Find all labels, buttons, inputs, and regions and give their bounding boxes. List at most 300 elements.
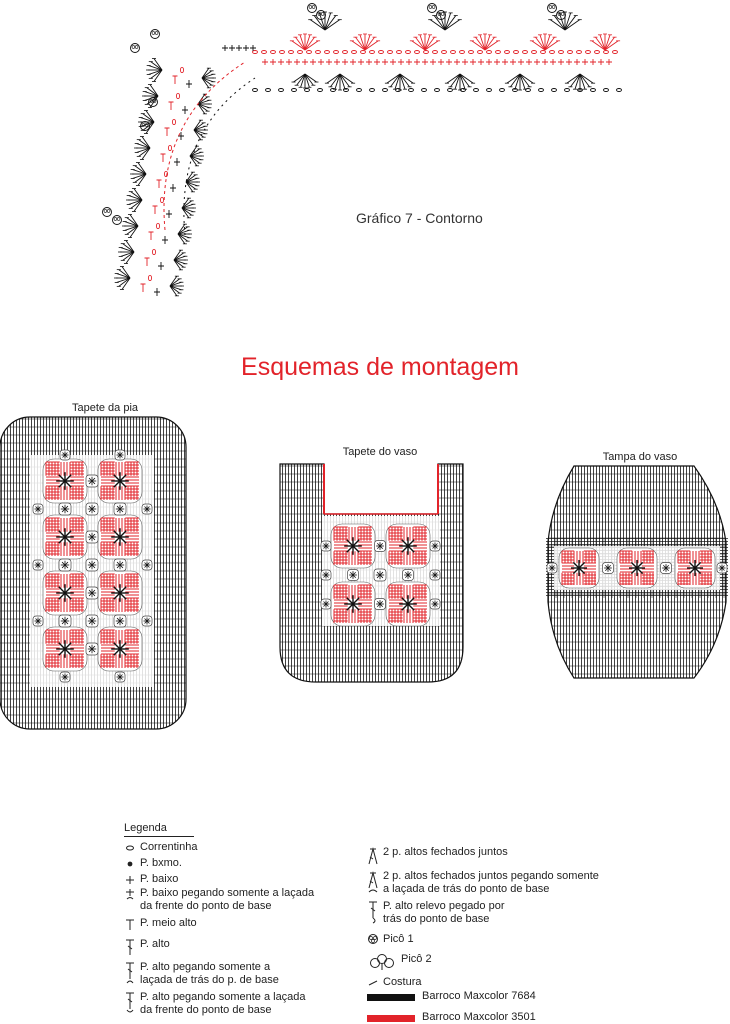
- single-crochet-stitch: [566, 59, 572, 65]
- fan-stitch: [314, 16, 325, 30]
- picot-1-icon: [367, 933, 379, 951]
- double-crochet-stitch: [173, 76, 178, 84]
- chain-stitch: [496, 51, 501, 54]
- chain-stitch: [505, 51, 510, 54]
- graph-title: Gráfico 7 - Contorno: [356, 210, 483, 226]
- fan-stitch: [485, 37, 495, 50]
- join-motif: [114, 503, 126, 515]
- fan-stitch: [605, 37, 615, 50]
- single-crochet-stitch: [222, 45, 228, 51]
- fan-stitch: [123, 252, 134, 260]
- single-crochet-stitch: [310, 59, 316, 65]
- legend-text: P. alto pegando somente a: [140, 961, 271, 973]
- chain-stitch: [487, 51, 492, 54]
- yarn-black-swatch: [367, 994, 415, 1001]
- single-crochet-stitch: [326, 59, 332, 65]
- yarn-red-swatch: [367, 1015, 415, 1022]
- single-crochet-stitch: [229, 45, 235, 51]
- yarn-black-label: Barroco Maxcolor 7684: [422, 990, 536, 1002]
- fan-stitch: [510, 74, 520, 87]
- chain-stitch: [568, 51, 573, 54]
- dc2tog-back-loop-icon: [367, 870, 379, 898]
- join-motif: [321, 570, 331, 580]
- fan-stitch: [127, 226, 138, 234]
- chain-stitch: [253, 89, 258, 92]
- chain-stitch: [474, 89, 479, 92]
- single-crochet-stitch: [438, 59, 444, 65]
- chain-stitch: [415, 51, 420, 54]
- join-motif: [115, 672, 125, 682]
- join-motif: [114, 615, 126, 627]
- single-crochet-stitch: [318, 59, 324, 65]
- fan-stitch: [554, 16, 565, 30]
- chain-stitch: [370, 89, 375, 92]
- chain-stitch: [352, 51, 357, 54]
- chain-stitch: [550, 51, 555, 54]
- legend-text: a laçada de trás do ponto de base: [383, 883, 550, 895]
- single-crochet-stitch: [243, 45, 249, 51]
- join-motif: [321, 599, 331, 609]
- tapete-pia-diagram: [0, 415, 190, 735]
- fan-stitch: [131, 192, 142, 200]
- fan-stitch: [295, 37, 305, 50]
- chain-stitch: [442, 51, 447, 54]
- chain-stitch: [325, 51, 330, 54]
- legend-text: Picô 1: [383, 933, 414, 945]
- legend-item-p-bxmo: [124, 857, 182, 874]
- chain-stitch: [262, 51, 267, 54]
- single-crochet-stitch: [494, 59, 500, 65]
- chain-icon: [124, 841, 136, 858]
- section-title: Esquemas de montagem: [241, 353, 519, 381]
- slip-stitch-icon: [124, 857, 136, 874]
- fan-stitch: [305, 37, 315, 50]
- legend-item-p-alto: [124, 938, 170, 960]
- single-crochet-stitch: [154, 288, 160, 296]
- single-crochet-stitch: [278, 59, 284, 65]
- granny-square-motif: [386, 582, 430, 626]
- fan-stitch: [415, 37, 425, 50]
- join-motif: [717, 563, 727, 573]
- chain-stitch: [334, 51, 339, 54]
- chain-stitch: [604, 51, 609, 54]
- chain-stitch: [370, 51, 375, 54]
- legend-text: P. alto: [140, 938, 170, 950]
- single-crochet-stitch: [502, 59, 508, 65]
- chain-stitch: [156, 223, 159, 228]
- chain-stitch: [478, 51, 483, 54]
- join-motif: [60, 450, 70, 460]
- chain-stitch: [397, 51, 402, 54]
- chain-stitch: [307, 51, 312, 54]
- chain-stitch: [424, 51, 429, 54]
- fan-stitch: [340, 74, 350, 87]
- fan-stitch: [131, 200, 142, 208]
- fan-stitch: [460, 74, 470, 87]
- single-crochet-stitch: [170, 184, 176, 192]
- back-post-double-crochet-icon: [367, 900, 379, 928]
- chain-stitch: [591, 89, 596, 92]
- chain-stitch: [552, 89, 557, 92]
- single-crochet-stitch: [454, 59, 460, 65]
- chain-stitch: [266, 89, 271, 92]
- fan-stitch: [325, 16, 336, 30]
- double-crochet-stitch: [145, 258, 150, 266]
- chain-stitch: [152, 249, 155, 254]
- picot-stitch: [113, 216, 122, 225]
- join-motif: [86, 503, 98, 515]
- single-crochet-stitch: [470, 59, 476, 65]
- single-crochet-stitch: [598, 59, 604, 65]
- join-motif: [142, 560, 152, 570]
- single-crochet-stitch: [606, 59, 612, 65]
- join-motif: [33, 616, 43, 626]
- panel-title-tampa-vaso: Tampa do vaso: [602, 451, 678, 463]
- fan-stitch: [430, 20, 445, 30]
- fan-stitch: [151, 70, 162, 78]
- chain-stitch: [289, 51, 294, 54]
- chain-stitch: [379, 51, 384, 54]
- picot-stitch: [428, 4, 437, 13]
- chain-stitch: [422, 89, 427, 92]
- dc2tog-icon: [367, 846, 379, 870]
- chain-stitch: [176, 93, 179, 98]
- granny-square-motif: [331, 582, 375, 626]
- fan-stitch: [565, 16, 576, 30]
- legend-item-p-alto-frente: [124, 991, 306, 1019]
- join-motif: [430, 599, 440, 609]
- granny-square-motif: [98, 571, 142, 615]
- single-crochet-stitch: [186, 80, 192, 88]
- legend-text: trás do ponto de base: [383, 913, 490, 925]
- join-motif: [375, 541, 386, 552]
- fan-stitch: [535, 37, 545, 50]
- double-crochet-stitch: [157, 180, 162, 188]
- fan-stitch: [139, 148, 150, 156]
- fan-stitch: [580, 74, 590, 87]
- double-crochet-stitch: [165, 128, 170, 136]
- chain-stitch: [172, 119, 175, 124]
- single-crochet-stitch: [294, 59, 300, 65]
- fan-stitch: [139, 140, 150, 148]
- single-crochet-stitch: [518, 59, 524, 65]
- chain-stitch: [271, 51, 276, 54]
- granny-square-motif: [98, 627, 142, 671]
- fan-stitch: [450, 74, 460, 87]
- single-crochet-stitch: [334, 59, 340, 65]
- chain-stitch: [500, 89, 505, 92]
- join-motif: [430, 541, 440, 551]
- chain-stitch: [539, 89, 544, 92]
- single-crochet-stitch: [162, 236, 168, 244]
- single-crochet-stitch: [558, 59, 564, 65]
- legend-text: P. baixo pegando somente a laçada: [140, 887, 315, 899]
- legend-text: da frente do ponto de base: [140, 1004, 272, 1016]
- single-crochet-stitch: [446, 59, 452, 65]
- double-crochet-back-loop-icon: [124, 961, 136, 989]
- granny-square-motif: [331, 524, 375, 568]
- join-motif: [603, 563, 614, 574]
- fan-stitch: [520, 74, 530, 87]
- granny-square-motif: [675, 548, 715, 588]
- contour-stitches: [103, 4, 622, 297]
- single-crochet-stitch: [358, 59, 364, 65]
- fan-stitch: [305, 74, 313, 85]
- fan-stitch: [595, 37, 605, 50]
- join-motif: [59, 503, 71, 515]
- picot-stitch: [151, 30, 160, 39]
- single-crochet-stitch: [406, 59, 412, 65]
- fan-stitch: [355, 37, 365, 50]
- single-crochet-stitch: [350, 59, 356, 65]
- join-motif: [86, 559, 98, 571]
- fan-stitch: [143, 114, 154, 122]
- chain-stitch: [448, 89, 453, 92]
- single-crochet-stitch: [526, 59, 532, 65]
- legend-title: Legenda: [124, 822, 194, 837]
- fan-stitch: [310, 20, 325, 30]
- chain-stitch: [433, 51, 438, 54]
- fan-stitch: [119, 278, 130, 286]
- granny-square-motif: [617, 548, 657, 588]
- legend-item-pico-2: [367, 953, 432, 975]
- single-crochet-stitch: [182, 106, 188, 114]
- single-crochet-stitch: [342, 59, 348, 65]
- fan-stitch: [365, 37, 375, 50]
- tapete-vaso-squares: [321, 516, 440, 626]
- fan-stitch: [545, 37, 555, 50]
- legend-item-p-baixo-frente: [124, 887, 314, 913]
- join-motif: [114, 559, 126, 571]
- legend-text: Correntinha: [140, 841, 198, 853]
- single-crochet-stitch: [398, 59, 404, 65]
- chain-stitch: [298, 51, 303, 54]
- corner-red-row: [164, 62, 245, 230]
- granny-square-motif: [43, 627, 87, 671]
- single-crochet-stitch: [262, 59, 268, 65]
- legend-item-p-meio-alto: [124, 917, 197, 935]
- half-double-crochet-icon: [124, 917, 136, 935]
- single-crochet-stitch: [462, 59, 468, 65]
- granny-square-motif: [43, 459, 87, 503]
- chain-stitch: [406, 51, 411, 54]
- chain-stitch: [435, 89, 440, 92]
- tampa-vaso-squares: [547, 546, 727, 590]
- legend-item-2-p-altos: [367, 846, 508, 870]
- single-crochet-stitch: [166, 210, 172, 218]
- chain-stitch: [343, 51, 348, 54]
- chain-stitch: [357, 89, 362, 92]
- chain-stitch: [292, 89, 297, 92]
- chain-stitch: [409, 89, 414, 92]
- chain-stitch: [148, 275, 151, 280]
- double-crochet-front-loop-icon: [124, 991, 136, 1019]
- join-motif: [86, 643, 98, 655]
- double-crochet-stitch: [141, 284, 146, 292]
- chain-stitch: [469, 51, 474, 54]
- granny-square-motif: [559, 548, 599, 588]
- chain-stitch: [577, 51, 582, 54]
- chain-stitch: [487, 89, 492, 92]
- legend-text: 2 p. altos fechados juntos: [383, 846, 508, 858]
- fan-stitch: [151, 62, 162, 70]
- legend-text: Picô 2: [401, 953, 432, 965]
- single-crochet-stitch: [590, 59, 596, 65]
- double-crochet-stitch: [161, 154, 166, 162]
- single-crochet-stitch: [390, 59, 396, 65]
- single-crochet-stitch: [486, 59, 492, 65]
- chain-stitch: [514, 51, 519, 54]
- single-crochet-stitch: [478, 59, 484, 65]
- picot-stitch: [308, 4, 317, 13]
- contour-chart: [95, 0, 635, 300]
- legend-item-p-alto-tras: [124, 961, 279, 989]
- join-motif: [403, 570, 414, 581]
- join-motif: [33, 560, 43, 570]
- fan-stitch: [135, 166, 146, 174]
- chain-stitch: [280, 51, 285, 54]
- chain-stitch: [559, 51, 564, 54]
- panel-title-tapete-pia: Tapete da pia: [71, 402, 139, 414]
- granny-square-motif: [98, 459, 142, 503]
- join-motif: [86, 531, 98, 543]
- legend-item-pico-1: [367, 933, 414, 951]
- chain-stitch: [595, 51, 600, 54]
- fan-stitch: [330, 74, 340, 87]
- fan-stitch: [445, 16, 456, 30]
- picot-stitch: [548, 4, 557, 13]
- single-crochet-stitch: [430, 59, 436, 65]
- fan-stitch: [565, 20, 580, 30]
- fan-stitch: [390, 74, 400, 87]
- chain-stitch: [168, 145, 171, 150]
- double-crochet-stitch: [169, 102, 174, 110]
- tapete-pia-squares: [30, 450, 154, 687]
- fan-stitch: [147, 88, 158, 96]
- legend-text: P. alto pegando somente a laçada: [140, 991, 306, 1003]
- join-motif: [115, 450, 125, 460]
- join-motif: [33, 504, 43, 514]
- tapete-vaso-diagram: [278, 462, 468, 687]
- fan-stitch: [425, 37, 435, 50]
- single-crochet-stitch: [550, 59, 556, 65]
- fan-stitch: [127, 218, 138, 226]
- join-motif: [142, 504, 152, 514]
- legend-text: Costura: [383, 976, 422, 988]
- single-crochet-stitch: [366, 59, 372, 65]
- chain-stitch: [160, 197, 163, 202]
- chain-stitch: [523, 51, 528, 54]
- chain-stitch: [604, 89, 609, 92]
- seam-icon: [367, 976, 379, 993]
- panel-title-tapete-vaso: Tapete do vaso: [342, 446, 418, 458]
- chain-stitch: [613, 51, 618, 54]
- chain-stitch: [383, 89, 388, 92]
- chain-stitch: [460, 51, 465, 54]
- join-motif: [86, 587, 98, 599]
- single-crochet-stitch: [582, 59, 588, 65]
- chain-stitch: [451, 51, 456, 54]
- legend-text: P. alto relevo pegado por: [383, 900, 505, 912]
- single-crochet-stitch: [302, 59, 308, 65]
- double-crochet-stitch: [153, 206, 158, 214]
- granny-square-motif: [98, 515, 142, 559]
- legend-text: P. baixo: [140, 873, 179, 885]
- legend-item-correntinha: [124, 841, 197, 858]
- join-motif: [86, 475, 98, 487]
- yarn-red-label: Barroco Maxcolor 3501: [422, 1011, 536, 1023]
- picot-stitch: [103, 208, 112, 217]
- fan-stitch: [297, 74, 305, 85]
- legend-text: P. bxmo.: [140, 857, 182, 869]
- join-motif: [59, 615, 71, 627]
- join-motif: [59, 559, 71, 571]
- fan-stitch: [570, 74, 580, 87]
- fan-stitch: [400, 74, 410, 87]
- legend-item-2-p-altos-tras: [367, 870, 599, 898]
- join-motif: [321, 541, 331, 551]
- legend-text: 2 p. altos fechados juntos pegando somente: [383, 870, 599, 882]
- chain-stitch: [305, 89, 310, 92]
- single-crochet-stitch: [574, 59, 580, 65]
- double-crochet-stitch: [149, 232, 154, 240]
- join-motif: [375, 599, 386, 610]
- chain-stitch: [318, 89, 323, 92]
- single-crochet-stitch: [374, 59, 380, 65]
- single-crochet-stitch: [542, 59, 548, 65]
- fan-stitch: [550, 20, 565, 30]
- legend-text: P. meio alto: [140, 917, 197, 929]
- chain-stitch: [617, 89, 622, 92]
- picot-stitch: [131, 44, 140, 53]
- single-crochet-front-loop-icon: [124, 887, 136, 906]
- fan-stitch: [434, 16, 445, 30]
- picot-2-icon: [367, 953, 397, 975]
- join-motif: [430, 570, 440, 580]
- single-crochet-stitch: [236, 45, 242, 51]
- join-motif: [60, 672, 70, 682]
- fan-stitch: [119, 270, 130, 278]
- granny-square-motif: [43, 515, 87, 559]
- single-crochet-stitch: [174, 158, 180, 166]
- fan-stitch: [135, 174, 146, 182]
- single-crochet-stitch: [286, 59, 292, 65]
- chain-stitch: [565, 89, 570, 92]
- chain-stitch: [316, 51, 321, 54]
- chain-stitch: [180, 67, 183, 72]
- legend-item-costura: [367, 976, 422, 993]
- chain-stitch: [279, 89, 284, 92]
- single-crochet-stitch: [422, 59, 428, 65]
- double-crochet-icon: [124, 938, 136, 960]
- chain-stitch: [532, 51, 537, 54]
- fan-stitch: [325, 20, 340, 30]
- legend-text: da frente do ponto de base: [140, 900, 272, 912]
- join-motif: [86, 615, 98, 627]
- join-motif: [547, 563, 557, 573]
- join-motif: [348, 570, 359, 581]
- fan-stitch: [475, 37, 485, 50]
- granny-square-motif: [386, 524, 430, 568]
- fan-stitch: [123, 244, 134, 252]
- single-crochet-stitch: [510, 59, 516, 65]
- join-motif: [661, 563, 672, 574]
- single-crochet-stitch: [382, 59, 388, 65]
- granny-square-motif: [43, 571, 87, 615]
- single-crochet-stitch: [158, 262, 164, 270]
- single-crochet-stitch: [414, 59, 420, 65]
- single-crochet-stitch: [534, 59, 540, 65]
